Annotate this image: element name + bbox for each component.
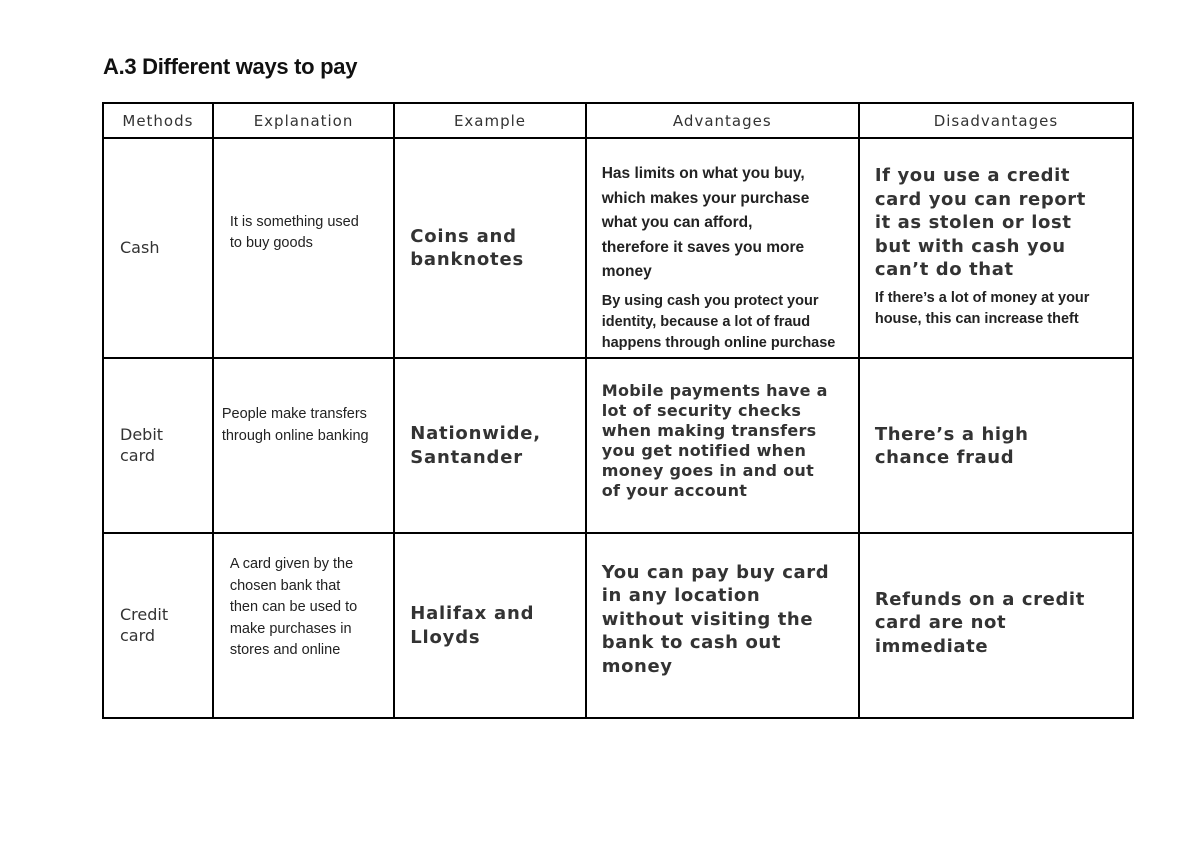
debit-advantage-line: you get notified when (601, 440, 807, 460)
credit-method-cell (103, 533, 213, 718)
debit-disadvantages-cell (859, 358, 1133, 533)
cash-example-line: banknotes (410, 249, 524, 270)
cash-disadvantages-secondary (875, 288, 1132, 330)
cash-explanation-line: It is something used (229, 213, 359, 230)
credit-explanation-line: stores and online (229, 642, 341, 659)
debit-advantage-line: lot of security checks (601, 400, 802, 420)
cash-advantage-line: Has limits on what you buy, (601, 165, 805, 183)
debit-advantage-line: money goes in and out (601, 460, 815, 480)
header-disadvantages: Disadvantages (859, 103, 1133, 138)
credit-example-line: Lloyds (410, 626, 481, 648)
debit-advantage-line: of your account (601, 480, 748, 500)
debit-method-line: Debit (120, 424, 164, 444)
credit-disadvantage-line: immediate (874, 635, 989, 657)
credit-explanation-line: A card given by the (229, 556, 354, 573)
debit-advantages (602, 381, 858, 501)
cash-example-line: Coins and (410, 225, 517, 247)
cash-advantages-primary (602, 162, 858, 285)
debit-disadvantage-line: There’s a high (874, 423, 1029, 445)
cash-method-cell (103, 138, 213, 358)
credit-disadvantage-line: Refunds on a credit (874, 588, 1085, 610)
debit-example-line: Nationwide, (410, 423, 541, 445)
credit-advantage-line: without visiting the (601, 608, 814, 630)
cash-disadvantages-primary (875, 164, 1132, 282)
cash-advantage-line: identity, because a lot of fraud (601, 313, 811, 330)
credit-explanation-line: then can be used to (229, 599, 358, 616)
credit-advantages-cell (586, 533, 859, 718)
credit-advantage-line: in any location (601, 585, 761, 607)
debit-example-cell (394, 358, 585, 533)
cash-advantage-line: therefore it saves you more (601, 238, 805, 256)
credit-advantages (602, 561, 858, 679)
credit-explanation-cell (213, 533, 394, 718)
credit-disadvantages (875, 588, 1132, 659)
credit-example-cell (394, 533, 585, 718)
cash-method-line: Cash (120, 237, 160, 257)
page-title: A.3 Different ways to pay (103, 54, 358, 79)
cash-advantage-line: what you can afford, (601, 214, 753, 232)
credit-explanation-line: chosen bank that (229, 577, 341, 594)
header-methods: Methods (103, 103, 213, 138)
credit-explanation-line: make purchases in (229, 620, 352, 637)
cash-disadvantage-line: card you can report (874, 188, 1086, 210)
cash-disadvantage-line: can’t do that (874, 259, 1014, 281)
debit-method-cell (103, 358, 213, 533)
cash-disadvantage-line: If you use a credit (874, 165, 1071, 187)
credit-advantage-line: bank to cash out (601, 632, 782, 654)
cash-explanation-cell (213, 138, 394, 358)
debit-method-line: card (120, 445, 156, 465)
credit-method-line: Credit (120, 604, 169, 624)
credit-example-line: Halifax and (410, 603, 535, 625)
debit-example-line: Santander (410, 446, 523, 468)
cash-disadvantage-line: but with cash you (874, 235, 1066, 257)
credit-disadvantage-line: card are not (874, 612, 1007, 634)
cash-advantages-cell (586, 138, 859, 358)
debit-advantage-line: when making transfers (601, 420, 817, 440)
payment-methods-table (102, 102, 1134, 719)
credit-advantage-line: money (601, 655, 673, 677)
header-example: Example (394, 103, 585, 138)
header-advantages: Advantages (586, 103, 859, 138)
debit-explanation-cell (213, 358, 394, 533)
table-row-debit-card (103, 358, 1133, 533)
debit-explanation-line: through online banking (221, 427, 369, 444)
debit-disadvantages (875, 423, 1132, 469)
cash-example-cell (394, 138, 585, 358)
table-header-row (103, 103, 1133, 138)
debit-explanation-line: People make transfers (221, 406, 367, 423)
table-row-credit-card (103, 533, 1133, 718)
cash-explanation-line: to buy goods (229, 235, 313, 251)
debit-disadvantage-line: chance fraud (874, 446, 1015, 468)
debit-advantages-cell (586, 358, 859, 533)
cash-disadvantage-line: house, this can increase theft (874, 310, 1079, 327)
cash-advantage-line: happens through online purchase (601, 334, 836, 351)
cash-advantage-line: money (601, 263, 652, 281)
credit-disadvantages-cell (859, 533, 1133, 718)
header-explanation: Explanation (213, 103, 394, 138)
table-row-cash (103, 138, 1133, 358)
credit-advantage-line: You can pay buy card (601, 561, 830, 583)
cash-disadvantages-cell (859, 138, 1133, 358)
cash-advantage-line: By using cash you protect your (601, 292, 819, 309)
cash-disadvantage-line: If there’s a lot of money at your (874, 289, 1090, 306)
cash-disadvantage-line: it as stolen or lost (874, 212, 1072, 234)
cash-advantage-line: which makes your purchase (601, 189, 810, 207)
debit-advantage-line: Mobile payments have a (601, 380, 828, 400)
credit-method-line: card (120, 625, 156, 645)
cash-advantages-secondary (602, 291, 858, 354)
